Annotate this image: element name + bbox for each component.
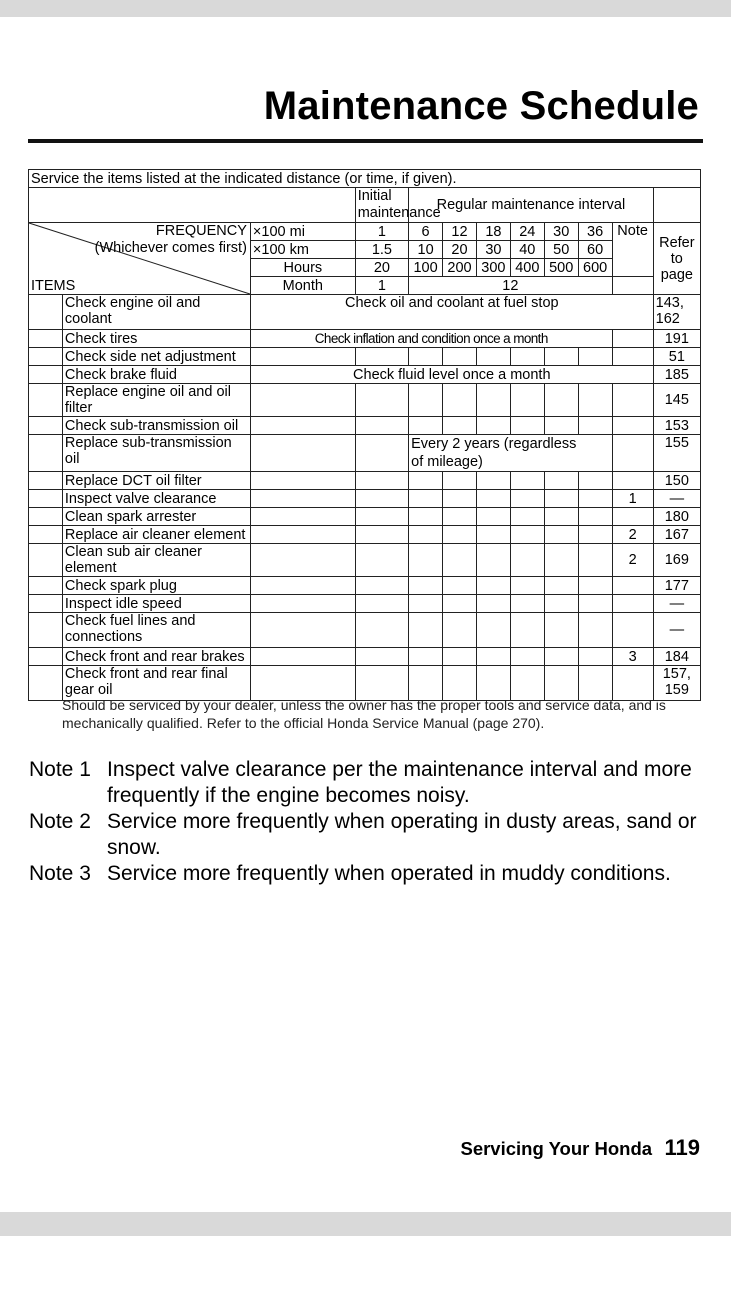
table-row: [29, 508, 701, 526]
empty-cell: [355, 648, 408, 666]
page-title: Maintenance Schedule: [263, 84, 699, 128]
empty-cell: [443, 648, 477, 666]
schedule-dot: [476, 508, 510, 526]
item-name: Check front and rear final gear oil: [62, 666, 250, 701]
empty-cell: [409, 613, 443, 648]
item-name: Clean sub air cleaner element: [62, 544, 250, 577]
note-text: Service more frequently when operated in muddy conditions.: [107, 862, 671, 885]
mi-value: 6: [409, 223, 443, 241]
empty-cell: [355, 384, 408, 417]
schedule-dot: [544, 348, 578, 366]
schedule-dot: [250, 348, 355, 366]
item-name: Check brake fluid: [62, 366, 250, 384]
empty-cell: [355, 526, 408, 544]
refer-page: 177: [653, 577, 700, 595]
schedule-dot: [443, 577, 477, 595]
bottom-bar: [0, 1212, 731, 1236]
mi-value: 24: [510, 223, 544, 241]
empty-cell: [544, 544, 578, 577]
star-cell: [29, 330, 63, 348]
initial-km: 1.5: [355, 241, 408, 259]
header-blank-right: [653, 188, 700, 223]
schedule-dot: [510, 384, 544, 417]
star-cell: [29, 544, 63, 577]
schedule-dot: [578, 417, 612, 435]
refer-page: —: [653, 490, 700, 508]
item-name: Inspect idle speed: [62, 595, 250, 613]
empty-cell: [544, 472, 578, 490]
table-row: [29, 526, 701, 544]
table-row: [29, 435, 701, 472]
schedule-dot: [578, 508, 612, 526]
span-text: Check oil and coolant at fuel stop: [250, 295, 653, 330]
schedule-dot: [476, 577, 510, 595]
empty-cell: [544, 490, 578, 508]
schedule-dot: [544, 508, 578, 526]
hours-value: 100: [409, 259, 443, 277]
empty-cell: [510, 526, 544, 544]
star-cell: [29, 472, 63, 490]
schedule-dot: [578, 595, 612, 613]
section-title: Servicing Your Honda: [460, 1138, 653, 1159]
empty-cell: [544, 417, 578, 435]
mi-value: 36: [578, 223, 612, 241]
refer-page: 157, 159: [653, 666, 700, 701]
note-cell: 1: [612, 490, 653, 508]
schedule-dot: [510, 472, 544, 490]
schedule-dot: [476, 595, 510, 613]
schedule-dot: [578, 384, 612, 417]
refer-page: 155: [653, 435, 700, 472]
frequency-items-header: [29, 223, 251, 295]
schedule-dot: [250, 595, 355, 613]
empty-cell: [355, 435, 408, 472]
empty-cell: [355, 577, 408, 595]
item-name: Replace air cleaner element: [62, 526, 250, 544]
empty-cell: [544, 595, 578, 613]
month-value: 12: [409, 277, 612, 295]
km-value: 40: [510, 241, 544, 259]
empty-cell: [443, 490, 477, 508]
header-row-mi: [29, 223, 701, 241]
empty-cell: [355, 544, 408, 577]
km-value: 20: [443, 241, 477, 259]
refer-page: 184: [653, 648, 700, 666]
refer-page: 145: [653, 384, 700, 417]
schedule-dot: [476, 613, 510, 648]
empty-cell: [443, 472, 477, 490]
item-name: Check fuel lines and connections: [62, 613, 250, 648]
empty-cell: [443, 526, 477, 544]
empty-cell: [250, 544, 355, 577]
hours-value: 500: [544, 259, 578, 277]
star-cell: [29, 348, 63, 366]
km-value: 10: [409, 241, 443, 259]
schedule-dot: [476, 544, 510, 577]
empty-cell: [544, 384, 578, 417]
schedule-dot: [578, 490, 612, 508]
note-text: Service more frequently when operating in dusty areas, sand or snow.: [107, 810, 697, 859]
schedule-dot: [510, 417, 544, 435]
empty-cell: [476, 417, 510, 435]
schedule-dot: [578, 526, 612, 544]
empty-cell: [510, 544, 544, 577]
table-row: [29, 595, 701, 613]
item-name: Inspect valve clearance: [62, 490, 250, 508]
schedule-dot: [544, 577, 578, 595]
item-name: Check tires: [62, 330, 250, 348]
hours-value: 600: [578, 259, 612, 277]
empty-cell: [510, 648, 544, 666]
empty-cell: [355, 508, 408, 526]
empty-cell: [510, 595, 544, 613]
title-rule: [28, 139, 703, 143]
empty-cell: [544, 526, 578, 544]
table-row: [29, 384, 701, 417]
schedule-dot: [578, 613, 612, 648]
schedule-dot: [476, 648, 510, 666]
schedule-dot: [250, 490, 355, 508]
refer-page: —: [653, 613, 700, 648]
empty-cell: [612, 435, 653, 472]
empty-cell: [510, 613, 544, 648]
schedule-dot: [443, 384, 477, 417]
empty-cell: [510, 490, 544, 508]
empty-cell: [250, 508, 355, 526]
note-cell: [612, 348, 653, 366]
empty-cell: [544, 613, 578, 648]
empty-cell: [355, 613, 408, 648]
item-name: Check engine oil and coolant: [62, 295, 250, 330]
note-blank: [612, 277, 653, 295]
schedule-dot: [409, 577, 443, 595]
schedule-dot: [250, 472, 355, 490]
table-row: [29, 613, 701, 648]
empty-cell: [544, 648, 578, 666]
item-name: Clean spark arrester: [62, 508, 250, 526]
note-item: [29, 809, 709, 861]
initial-maintenance-header: Initial maintenance: [355, 188, 408, 223]
refer-page: 167: [653, 526, 700, 544]
hours-value: 200: [443, 259, 477, 277]
table-row: [29, 348, 701, 366]
empty-cell: [443, 613, 477, 648]
unit-month: Month: [250, 277, 355, 295]
schedule-dot: [443, 417, 477, 435]
note-cell: [612, 384, 653, 417]
note-cell: [612, 417, 653, 435]
table-row: [29, 577, 701, 595]
table-row: [29, 366, 701, 384]
note-cell: [612, 577, 653, 595]
note-label: Note 3: [29, 862, 91, 885]
schedule-dot: [443, 508, 477, 526]
item-name: Replace engine oil and oil filter: [62, 384, 250, 417]
note-item: [29, 757, 709, 809]
mi-value: 12: [443, 223, 477, 241]
empty-cell: [250, 613, 355, 648]
hours-value: 400: [510, 259, 544, 277]
table-row: [29, 472, 701, 490]
empty-cell: [476, 472, 510, 490]
footnote-text: Should be serviced by your dealer, unless the owner has the proper tools and service data, and is mechanically qualified. Refer to the official Honda Service Manual (page 270).: [62, 697, 666, 731]
empty-cell: [409, 544, 443, 577]
table-row: [29, 417, 701, 435]
km-value: 50: [544, 241, 578, 259]
mi-value: 18: [476, 223, 510, 241]
initial-mi: 1: [355, 223, 408, 241]
schedule-dot: [409, 348, 443, 366]
empty-cell: [409, 648, 443, 666]
table-row: [29, 295, 701, 330]
empty-cell: [250, 526, 355, 544]
star-cell: [29, 613, 63, 648]
note-text: Inspect valve clearance per the maintenance interval and more frequently if the engine becomes noisy.: [107, 758, 692, 807]
table-row: [29, 544, 701, 577]
refer-page: 185: [653, 366, 700, 384]
page-footer: [460, 1135, 700, 1161]
header-blank: [29, 188, 356, 223]
item-name: Check sub-transmission oil: [62, 417, 250, 435]
table-row: [29, 648, 701, 666]
empty-cell: [250, 435, 355, 472]
note-cell: 2: [612, 526, 653, 544]
mi-value: 30: [544, 223, 578, 241]
notes-list: [29, 757, 709, 887]
empty-cell: [409, 472, 443, 490]
note-cell: [612, 613, 653, 648]
initial-hours: 20: [355, 259, 408, 277]
refer-page: 51: [653, 348, 700, 366]
item-name: Check spark plug: [62, 577, 250, 595]
star-cell: [29, 508, 63, 526]
empty-cell: [250, 577, 355, 595]
top-bar: [0, 0, 731, 17]
km-value: 30: [476, 241, 510, 259]
schedule-dot: [510, 348, 544, 366]
note-cell: 3: [612, 648, 653, 666]
empty-cell: [578, 472, 612, 490]
table-row: [29, 330, 701, 348]
schedule-dot: [250, 417, 355, 435]
span-text: Check fluid level once a month: [250, 366, 653, 384]
item-name: Replace DCT oil filter: [62, 472, 250, 490]
unit-km: ×100 km: [250, 241, 355, 259]
empty-cell: [476, 384, 510, 417]
empty-cell: [409, 595, 443, 613]
note-cell: [612, 595, 653, 613]
km-value: 60: [578, 241, 612, 259]
refer-page: 153: [653, 417, 700, 435]
initial-month: 1: [355, 277, 408, 295]
schedule-dot: [578, 577, 612, 595]
empty-cell: [409, 417, 443, 435]
schedule-dot: [510, 508, 544, 526]
refer-page: —: [653, 595, 700, 613]
hours-value: 300: [476, 259, 510, 277]
refer-page: 143, 162: [653, 295, 700, 330]
schedule-dot: [443, 348, 477, 366]
schedule-dot: [250, 384, 355, 417]
item-name: Replace sub-transmission oil: [62, 435, 250, 472]
schedule-dot: [250, 648, 355, 666]
star-cell: [29, 417, 63, 435]
maintenance-table: [28, 169, 701, 701]
empty-cell: [476, 526, 510, 544]
table-row: [29, 490, 701, 508]
item-name: Check front and rear brakes: [62, 648, 250, 666]
empty-cell: [355, 472, 408, 490]
empty-cell: [443, 544, 477, 577]
header-row-1: [29, 188, 701, 223]
empty-cell: [409, 526, 443, 544]
schedule-dot: [578, 648, 612, 666]
star-cell: [29, 295, 63, 330]
unit-mi: ×100 mi: [250, 223, 355, 241]
empty-cell: [409, 490, 443, 508]
empty-cell: [355, 490, 408, 508]
intro-row: [29, 170, 701, 188]
schedule-dot: [578, 544, 612, 577]
note-cell: [612, 508, 653, 526]
star-cell: [29, 435, 63, 472]
schedule-dot: [578, 348, 612, 366]
star-cell: [29, 595, 63, 613]
star-cell: [29, 384, 63, 417]
intro-cell: Service the items listed at the indicated distance (or time, if given).: [29, 170, 701, 188]
note-label: Note 1: [29, 758, 91, 781]
refer-page: 180: [653, 508, 700, 526]
empty-cell: [443, 595, 477, 613]
items-label: ITEMS: [31, 278, 76, 294]
schedule-dot: [476, 348, 510, 366]
schedule-dot: [476, 490, 510, 508]
dealer-footnote: [40, 696, 700, 732]
refer-page: 150: [653, 472, 700, 490]
note-label: Note 2: [29, 810, 91, 833]
frequency-label: FREQUENCY: [155, 223, 247, 239]
item-name: Check side net adjustment: [62, 348, 250, 366]
note-cell: 2: [612, 544, 653, 577]
empty-cell: [355, 417, 408, 435]
refer-page: 169: [653, 544, 700, 577]
star-cell: [29, 366, 63, 384]
span-text: Every 2 years (regardless of mileage): [409, 435, 612, 472]
page-number: 119: [664, 1135, 700, 1160]
empty-cell: [355, 595, 408, 613]
note-item: [29, 861, 709, 887]
unit-hours: Hours: [250, 259, 355, 277]
refer-page-header: Refer to page: [653, 223, 700, 295]
empty-cell: [409, 384, 443, 417]
star-cell: [29, 648, 63, 666]
schedule-dot: [355, 348, 408, 366]
schedule-dot: [510, 577, 544, 595]
span-text: Check inflation and condition once a month: [250, 330, 612, 348]
refer-page: 191: [653, 330, 700, 348]
star-cell: [29, 526, 63, 544]
star-cell: [29, 490, 63, 508]
note-header: Note: [612, 223, 653, 277]
note-cell: [612, 330, 653, 348]
whichever-label: (Whichever comes first): [94, 240, 247, 256]
note-cell: [612, 472, 653, 490]
star-cell: [29, 577, 63, 595]
regular-interval-header: Regular maintenance interval: [409, 188, 654, 223]
schedule-dot: [409, 508, 443, 526]
